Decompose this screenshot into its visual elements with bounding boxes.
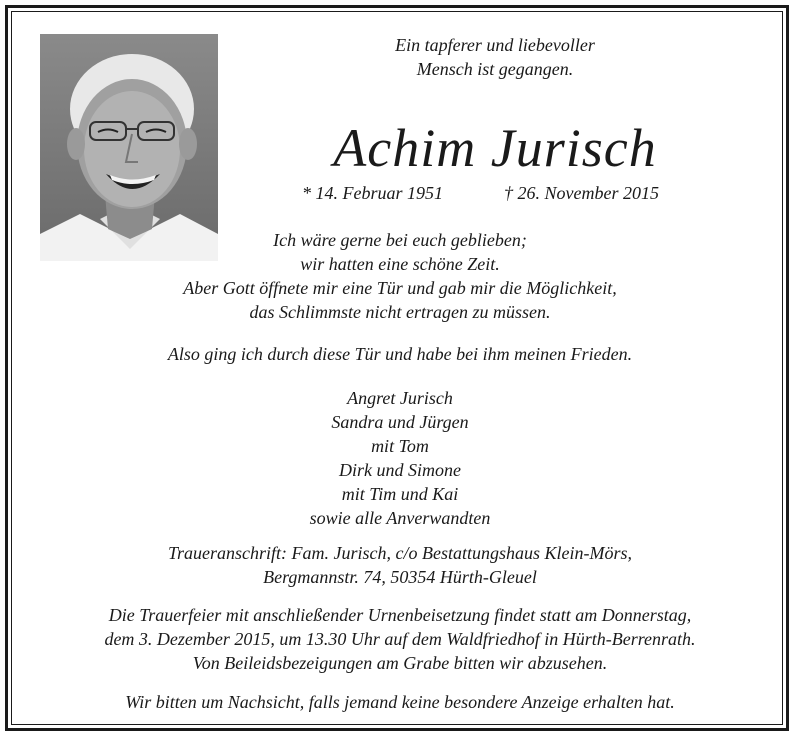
family-list xyxy=(200,386,600,530)
address-line: Bergmannstr. 74, 50354 Hürth-Gleuel xyxy=(263,567,537,587)
closing-note: Wir bitten um Nachsicht, falls jemand keine besondere Anzeige erhalten hat. xyxy=(125,692,675,712)
portrait-photo xyxy=(40,34,218,261)
mourning-address xyxy=(40,541,760,589)
poem-line: Aber Gott öffnete mir eine Tür und gab mir die Möglichkeit, xyxy=(183,278,617,298)
poem-line: das Schlimmste nicht ertragen zu müssen. xyxy=(249,302,551,322)
family-member: Angret Jurisch xyxy=(347,388,453,408)
headline xyxy=(300,33,690,81)
death-date: † 26. November 2015 xyxy=(504,183,659,203)
headline-line-1: Ein tapferer und liebevoller xyxy=(395,35,595,55)
family-member: Sandra und Jürgen xyxy=(331,412,469,432)
poem-line: Ich wäre gerne bei euch geblieben; xyxy=(273,230,527,250)
ceremony-line: dem 3. Dezember 2015, um 13.30 Uhr auf dem Waldfriedhof in Hürth-Berrenrath. xyxy=(104,629,696,649)
family-member: Dirk und Simone xyxy=(339,460,461,480)
family-member: mit Tom xyxy=(371,436,429,456)
address-line: Traueranschrift: Fam. Jurisch, c/o Bestattungshaus Klein-Mörs, xyxy=(168,543,632,563)
poem xyxy=(40,228,760,324)
headline-line-2: Mensch ist gegangen. xyxy=(416,59,574,79)
deceased-name: Achim Jurisch xyxy=(333,118,657,178)
ceremony-line: Die Trauerfeier mit anschließender Urnenbeisetzung findet statt am Donnerstag, xyxy=(108,605,692,625)
family-member: mit Tim und Kai xyxy=(341,484,459,504)
peace-line: Also ging ich durch diese Tür und habe bei ihm meinen Frieden. xyxy=(167,344,633,364)
ceremony-line: Von Beileidsbezeigungen am Grabe bitten wir abzusehen. xyxy=(192,653,608,673)
poem-line: wir hatten eine schöne Zeit. xyxy=(300,254,500,274)
portrait-photo-icon xyxy=(40,34,218,261)
ceremony-info xyxy=(20,603,780,675)
family-member: sowie alle Anverwandten xyxy=(309,508,491,528)
birth-date: * 14. Februar 1951 xyxy=(302,183,443,203)
